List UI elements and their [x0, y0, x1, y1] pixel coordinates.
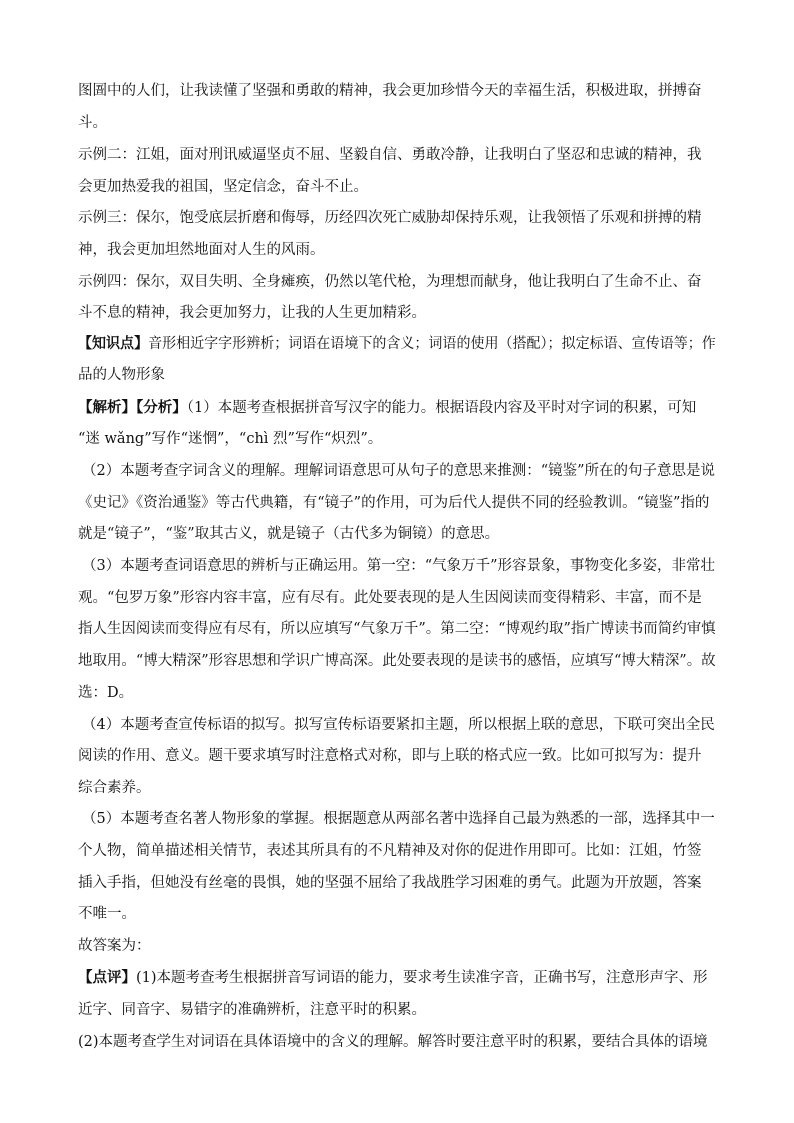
text-segment: （1）本题考查根据拼音写汉字的能力。根据语段内容及平时对字词的积累，可知 — [186, 400, 697, 416]
analysis-line — [78, 398, 696, 418]
text-line: 地取用。“博大精深”形容思想和学识广博高深。此处要表现的是读书的感悟，应填写“博大精深”。故 — [78, 653, 716, 669]
text-line: 品的人物形象 — [78, 367, 165, 383]
text-line: 《史记》《资治通鉴》等古代典籍，有“镜子”的作用，可为后代人提供不同的经验教训。“镜鉴”指的 — [78, 495, 710, 511]
text-line: 斗不息的精神，我会更加努力，让我的人生更加精彩。 — [78, 305, 426, 321]
text-line: 综合素养。 — [78, 780, 151, 796]
text-line: 观。“包罗万象”形容内容丰富，应有尽有。此处要表现的是人生因阅读而变得精彩、丰富，而不是 — [78, 590, 702, 606]
knowledge-point-line — [78, 334, 716, 354]
text-line: （3）本题考查词语意思的辨析与正确运用。第一空：“气象万千”形容景象，事物变化多姿，非常壮 — [82, 558, 716, 574]
text-line: 近字、同音字、易错字的准确辨析，注意平时的积累。 — [78, 1002, 426, 1018]
comment-line — [78, 968, 708, 988]
text-line: 阅读的作用、意义。题干要求填写时注意格式对称，即与上联的格式应一致。比如可拟写为：提升 — [78, 748, 702, 764]
knowledge-point-tag: 【知识点】 — [78, 335, 149, 352]
analysis-tag: 【解析】【分析】 — [78, 399, 187, 416]
text-line: “迷 wǎng”写作“迷惘”，“chì 烈”写作“炽烈”。 — [78, 431, 383, 447]
text-line: (2)本题考查学生对词语在具体语境中的含义的理解。解答时要注意平时的积累，要结合具体的语境 — [78, 1034, 708, 1050]
text-line: （5）本题考查名著人物形象的掌握。根据题意从两部名著中选择自己最为熟悉的一部，选择其中一 — [82, 811, 715, 827]
text-line: 不唯一。 — [78, 906, 136, 922]
text-segment: (1)本题考查考生根据拼音写词语的能力，要求考生读准字音，正确书写，注意形声字、形 — [136, 970, 708, 986]
text-line: （2）本题考查字词含义的理解。理解词语意思可从句子的意思来推测：“镜鉴”所在的句子意思是说 — [82, 463, 716, 479]
text-line: 会更加热爱我的祖国，坚定信念，奋斗不止。 — [78, 179, 368, 195]
text-line: 神，我会更加坦然地面对人生的风雨。 — [78, 242, 325, 258]
text-line: （4）本题考查宣传标语的拟写。拟写宣传标语要紧扣主题，所以根据上联的意思，下联可突出全民 — [82, 717, 715, 733]
text-line: 选：D。 — [78, 685, 134, 701]
text-line: 图圄中的人们，让我读懂了坚强和勇敢的精神，我会更加珍惜今天的幸福生活，积极进取，拼搏奋 — [78, 83, 702, 99]
comment-tag: 【点评】 — [78, 969, 136, 986]
text-line: 个人物，简单描述相关情节，表述其所具有的不凡精神及对你的促进作用即可。比如：江姐，竹签 — [78, 843, 702, 859]
text-line: 斗。 — [78, 115, 107, 131]
text-line: 指人生因阅读而变得应有尽有，所以应填写“气象万千”。第二空：“博观约取”指广博读书而简约审慎 — [78, 621, 716, 637]
text-line: 示例三：保尔，饱受底层折磨和侮辱，历经四次死亡威胁却保持乐观，让我领悟了乐观和拼搏的精 — [78, 210, 702, 226]
text-line: 就是“镜子”，“鉴”取其古义，就是镜子（古代多为铜镜）的意思。 — [78, 526, 500, 542]
text-line: 示例四：保尔，双目失明、全身瘫痪，仍然以笔代枪，为理想而献身，他让我明白了生命不止、奋 — [78, 274, 702, 290]
text-line: 示例二：江姐，面对刑讯威逼坚贞不屈、坚毅自信、勇敢冷静，让我明白了坚忍和忠诚的精神，我 — [78, 147, 702, 163]
text-line: 故答案为： — [78, 938, 151, 954]
text-segment: 音形相近字字形辨析；词语在语境下的含义；词语的使用（搭配）；拟定标语、宣传语等；作 — [148, 336, 716, 352]
text-line: 插入手指，但她没有丝毫的畏惧，她的坚强不屈给了我战胜学习困难的勇气。此题为开放题，答案 — [78, 875, 702, 891]
